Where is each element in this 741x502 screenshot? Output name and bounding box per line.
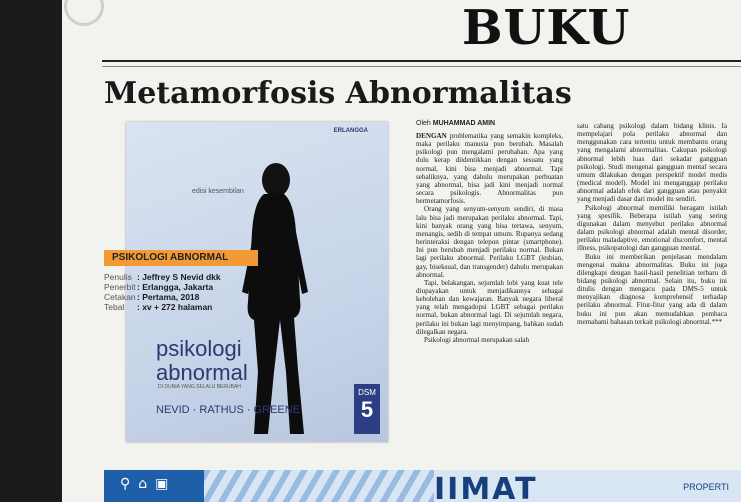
ad-icons [120,476,176,492]
dsm-badge-number: 5 [360,397,374,422]
cover-subtitle: DI DUNIA YANG SELALU BERUBAH [158,384,241,390]
paragraph: satu cabang psikologi dalam bidang klinis. Ia mempelajari pola perilaku abnormal dan menggunakan cara tertentu untuk membantu orang yang mengalami abnormalitas. Cakupan psikologi abnormal lebih luas dari sekadar gangguan psikologi. Studi mengenai gangguan mental secara umum dilakukan dengan perspektif model medis (medical model). Model ini menganggap perilaku abnormal adalah efek dari gangguan atau penyakit yang menjadi dasar dari model itu sendiri. [577,122,727,204]
info-row: Penerbit : Erlangga, Jakarta [104,282,214,292]
book-info-title: PSIKOLOGI ABNORMAL [104,250,258,266]
paragraph: Buku ini memberikan penjelasan mendalam mengenai makna abnormalitas. Buku ini juga dilengkapi dengan hasil-hasil penelitian terbaru di bidang psikologi abnormal. Selain itu, buku ini ditulis dengan mengacu pada DMS-5 untuk menyajikan diagnosa komprehensif terhadap perilaku abnormal. Fitur-fitur yang ada di dalam buku ini pun akan memudahkan pembaca memahami bahasan terkait psikologi abnormal.*** [577,252,727,326]
section-title: BUKU [462,0,631,56]
top-rule [102,60,741,62]
info-row: Cetakan : Pertama, 2018 [104,292,200,302]
info-row: Penulis : Jeffrey S Nevid dkk [104,272,221,282]
paragraph: Tapi, belakangan, sejumlah lobi yang kuat tele diupayakan untuk menjadikannya sebagai kebolehan dan kewajaran. Banyak negara liberal yang telah mengadopsi LGBT sebagai perilaku normal, bukan abnormal lagi. Di sejumlah negara, perilaku ini bukan lagi menyimpang, bahkan sudah dilegalkan negara. [416,278,563,336]
cover-edition: edisi kesembilan [192,188,244,195]
headline: Metamorfosis Abnormalitas [104,76,572,111]
cover-title-line2: abnormal [156,360,248,385]
ad-brand: IIMAT [434,472,538,502]
article-column-1 [416,132,563,344]
ad-label: PROPERTI [683,482,729,492]
book-info-table [104,272,221,312]
byline-author: MUHAMMAD AMIN [432,120,496,127]
byline [416,120,495,127]
paragraph: DENGAN problematika yang semakin kompleks, maka perilaku manusia pun berubah. Masalah psikologi pun mengalami perubahan. Apa yang dulu kerap diidentikkan dengan sesuatu yang normal, kini bisa menjadi abnormal. Tapi sebaliknya, yang dahulu merupakan perbuatan yang abnormal, bisa jadi kini menjadi normal secara psikologis. Abnormalitas pun bermetamorfosis. [416,132,563,206]
paragraph: Psikologi abnormal merupakan salah [424,335,530,344]
byline-prefix: Oleh [416,120,431,127]
info-row: Tebal : xv + 272 halaman [104,302,213,312]
dsm-badge-label: DSM [358,388,376,397]
home-icon: ⌂ [138,476,156,492]
paragraph: Orang yang senyum-senyum sendiri, di masa lalu bisa jadi merupakan perilaku abnormal. Tapi, kini banyak orang yang bisa tertawa, senyum, menangis, sedih di tempat umum. Rupanya sedang berinteraksi dengan telepon pintar (smartphone). Ini pun berubah menjadi perilaku normal. Bukan lagi perilaku abnormal. Perilaku LGBT (lesbian, gay, biseksual, dan transgender) dahulu merupakan abnormal. [416,205,563,279]
cover-title-line1: psikologi [156,336,242,361]
article-column-2 [577,122,727,326]
cover-publisher: ERLANGGA [333,128,368,134]
silhouette-figure-icon [224,142,344,442]
paragraph: Psikologi abnormal memiliki beragam istilah yang spesifik. Beberapa istilah yang sering digunakan dalam menyebut perilaku abnormal dalam psikologi abnormal adalah mental disorder, perilaku maladaptive, emotional discomfort, mental illness, psikopatologi dan gangguan mental. [577,203,727,253]
search-icon: ⚲ [120,476,139,492]
top-rule-thin [102,66,741,67]
ad-stripes [204,470,434,502]
cover-authors: NEVID · RATHUS · GREENE [156,404,301,416]
dsm-badge [354,384,380,434]
lock-icon: ▣ [155,476,177,492]
advertisement-banner [104,470,741,502]
